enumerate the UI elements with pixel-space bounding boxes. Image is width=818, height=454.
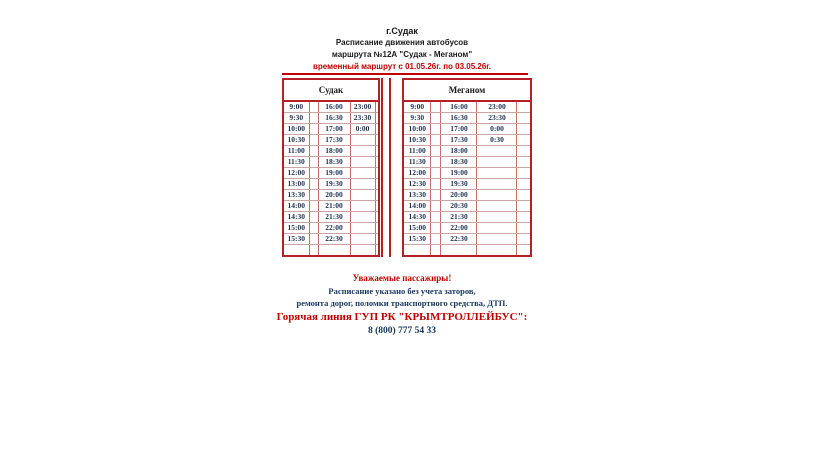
time-cell <box>350 245 375 257</box>
empty-cell <box>431 146 441 157</box>
empty-cell <box>431 157 441 168</box>
time-cell: 18:30 <box>441 157 477 168</box>
time-cell <box>318 245 350 257</box>
table-row <box>283 157 379 168</box>
time-cell: 20:00 <box>318 190 350 201</box>
table-row <box>403 234 531 245</box>
table-row <box>283 101 379 113</box>
hotline-phone-number: 8 (800) 777 54 33 <box>367 326 437 336</box>
empty-cell <box>517 201 531 212</box>
table-row <box>403 146 531 157</box>
time-cell: 17:30 <box>318 135 350 146</box>
time-cell: 22:00 <box>318 223 350 234</box>
time-cell: 14:00 <box>283 201 309 212</box>
empty-cell <box>431 101 441 113</box>
empty-cell <box>375 157 379 168</box>
time-cell <box>477 146 517 157</box>
time-cell: 19:00 <box>441 168 477 179</box>
empty-cell <box>517 124 531 135</box>
empty-cell <box>517 223 531 234</box>
time-cell: 12:00 <box>283 168 309 179</box>
time-cell: 23:00 <box>477 101 517 113</box>
table-row <box>283 124 379 135</box>
empty-cell <box>375 135 379 146</box>
empty-cell <box>431 113 441 124</box>
time-cell <box>350 135 375 146</box>
empty-cell <box>375 113 379 124</box>
time-cell: 11:30 <box>403 157 431 168</box>
time-cell <box>477 223 517 234</box>
time-cell <box>477 245 517 257</box>
time-cell: 21:00 <box>318 201 350 212</box>
empty-cell <box>517 135 531 146</box>
time-cell: 19:30 <box>441 179 477 190</box>
time-cell <box>350 190 375 201</box>
time-cell: 14:00 <box>403 201 431 212</box>
empty-cell <box>517 101 531 113</box>
time-cell: 11:00 <box>283 146 309 157</box>
time-cell: 14:30 <box>283 212 309 223</box>
time-cell: 13:30 <box>403 190 431 201</box>
empty-cell <box>431 190 441 201</box>
time-cell <box>477 234 517 245</box>
table-row <box>283 212 379 223</box>
table-row <box>403 101 531 113</box>
table-header-row <box>283 79 379 101</box>
notice-title: Уважаемые пассажиры! <box>352 273 452 283</box>
time-cell: 10:00 <box>283 124 309 135</box>
time-cell: 9:30 <box>283 113 309 124</box>
time-cell <box>477 179 517 190</box>
time-cell <box>477 157 517 168</box>
time-cell: 16:30 <box>441 113 477 124</box>
table-row <box>283 146 379 157</box>
time-cell: 22:00 <box>441 223 477 234</box>
time-cell: 17:30 <box>441 135 477 146</box>
empty-cell <box>375 223 379 234</box>
table-row <box>403 168 531 179</box>
empty-cell <box>375 124 379 135</box>
table-row <box>403 179 531 190</box>
empty-cell <box>517 179 531 190</box>
table-row <box>403 223 531 234</box>
time-cell: 15:30 <box>283 234 309 245</box>
empty-cell <box>375 212 379 223</box>
table-row <box>403 157 531 168</box>
empty-cell <box>309 201 318 212</box>
table-row <box>283 223 379 234</box>
route-subtitle: маршрута №12А "Судак - Меганом" <box>331 50 473 59</box>
time-cell: 22:30 <box>318 234 350 245</box>
table-row <box>283 113 379 124</box>
time-cell: 19:00 <box>318 168 350 179</box>
time-cell <box>477 201 517 212</box>
time-cell: 17:00 <box>318 124 350 135</box>
empty-cell <box>431 179 441 190</box>
time-cell: 18:00 <box>318 146 350 157</box>
time-cell <box>403 245 431 257</box>
empty-cell <box>517 245 531 257</box>
empty-cell <box>309 113 318 124</box>
time-cell: 9:30 <box>403 113 431 124</box>
empty-cell <box>375 190 379 201</box>
empty-cell <box>375 245 379 257</box>
empty-cell <box>431 201 441 212</box>
table-row <box>283 234 379 245</box>
city-title: г.Судак <box>386 26 418 36</box>
empty-cell <box>517 157 531 168</box>
empty-cell <box>375 179 379 190</box>
empty-cell <box>431 124 441 135</box>
time-cell: 12:30 <box>403 179 431 190</box>
time-cell: 16:00 <box>318 101 350 113</box>
time-cell: 15:00 <box>283 223 309 234</box>
time-cell: 23:30 <box>350 113 375 124</box>
table-row <box>283 135 379 146</box>
empty-cell <box>375 168 379 179</box>
time-cell: 14:30 <box>403 212 431 223</box>
empty-cell <box>517 168 531 179</box>
table-row <box>283 190 379 201</box>
time-cell: 19:30 <box>318 179 350 190</box>
empty-cell <box>517 146 531 157</box>
notice-text-line1: Расписание указано без учета заторов, <box>328 286 476 296</box>
time-cell <box>350 168 375 179</box>
time-cell: 0:30 <box>477 135 517 146</box>
time-cell: 20:00 <box>441 190 477 201</box>
empty-cell <box>309 212 318 223</box>
table-header-row <box>403 79 531 101</box>
schedule-subtitle: Расписание движения автобусов <box>335 38 469 47</box>
time-cell: 20:30 <box>441 201 477 212</box>
time-cell: 11:30 <box>283 157 309 168</box>
time-cell: 12:00 <box>403 168 431 179</box>
time-cell: 13:30 <box>283 190 309 201</box>
empty-cell <box>517 190 531 201</box>
time-cell <box>283 245 309 257</box>
empty-cell <box>375 201 379 212</box>
time-cell: 16:00 <box>441 101 477 113</box>
table-row <box>403 135 531 146</box>
table-row <box>403 190 531 201</box>
time-cell: 0:00 <box>477 124 517 135</box>
time-cell <box>441 245 477 257</box>
empty-cell <box>375 146 379 157</box>
empty-cell <box>431 234 441 245</box>
empty-cell <box>375 234 379 245</box>
time-cell <box>350 223 375 234</box>
time-cell: 23:00 <box>350 101 375 113</box>
time-cell: 0:00 <box>350 124 375 135</box>
time-cell: 13:00 <box>283 179 309 190</box>
empty-cell <box>309 146 318 157</box>
table-title-meganom: Меганом <box>403 79 531 101</box>
hotline-label: Горячая линия ГУП РК "КРЫМТРОЛЛЕЙБУС": <box>276 311 528 323</box>
temporary-route-note: временный маршрут с 01.05.26г. по 03.05.26г. <box>312 62 492 71</box>
time-cell <box>477 168 517 179</box>
time-cell: 21:30 <box>318 212 350 223</box>
empty-cell <box>309 124 318 135</box>
empty-cell <box>375 101 379 113</box>
table-row <box>403 201 531 212</box>
empty-cell <box>309 168 318 179</box>
time-cell <box>350 212 375 223</box>
empty-cell <box>309 245 318 257</box>
empty-cell <box>309 223 318 234</box>
empty-cell <box>431 223 441 234</box>
table-title-sudak: Судак <box>283 79 379 101</box>
schedule-document <box>272 25 532 338</box>
meganom-timetable <box>402 78 532 257</box>
time-cell: 16:30 <box>318 113 350 124</box>
passenger-notice <box>272 272 532 338</box>
time-cell: 10:00 <box>403 124 431 135</box>
time-cell: 18:00 <box>441 146 477 157</box>
table-row <box>403 245 531 257</box>
table-row <box>283 201 379 212</box>
table-row <box>283 179 379 190</box>
time-cell: 11:00 <box>403 146 431 157</box>
empty-cell <box>309 190 318 201</box>
time-cell: 10:30 <box>403 135 431 146</box>
empty-cell <box>309 157 318 168</box>
document-header <box>272 25 532 72</box>
time-cell: 10:30 <box>283 135 309 146</box>
time-cell: 21:30 <box>441 212 477 223</box>
time-cell: 15:30 <box>403 234 431 245</box>
notice-text-line2: ремонта дорог, поломки транспортного средства, ДТП. <box>296 298 508 308</box>
empty-cell <box>517 113 531 124</box>
time-cell <box>350 157 375 168</box>
spacer-column <box>381 78 391 257</box>
empty-cell <box>309 101 318 113</box>
table-row <box>283 245 379 257</box>
empty-cell <box>431 135 441 146</box>
time-cell <box>350 234 375 245</box>
empty-cell <box>309 234 318 245</box>
sudak-timetable <box>282 78 380 257</box>
time-cell: 9:00 <box>283 101 309 113</box>
empty-cell <box>431 245 441 257</box>
empty-cell <box>517 234 531 245</box>
table-row <box>403 212 531 223</box>
time-cell: 18:30 <box>318 157 350 168</box>
divider-line <box>282 73 528 75</box>
time-cell <box>477 212 517 223</box>
empty-cell <box>309 179 318 190</box>
empty-cell <box>431 168 441 179</box>
time-cell: 9:00 <box>403 101 431 113</box>
empty-cell <box>431 212 441 223</box>
time-cell <box>350 146 375 157</box>
time-cell <box>350 201 375 212</box>
time-cell: 17:00 <box>441 124 477 135</box>
time-cell <box>477 190 517 201</box>
table-row <box>403 113 531 124</box>
timetables-row <box>282 78 532 257</box>
time-cell: 23:30 <box>477 113 517 124</box>
table-row <box>403 124 531 135</box>
table-row <box>283 168 379 179</box>
time-cell <box>350 179 375 190</box>
empty-cell <box>309 135 318 146</box>
time-cell: 22:30 <box>441 234 477 245</box>
empty-cell <box>517 212 531 223</box>
time-cell: 15:00 <box>403 223 431 234</box>
